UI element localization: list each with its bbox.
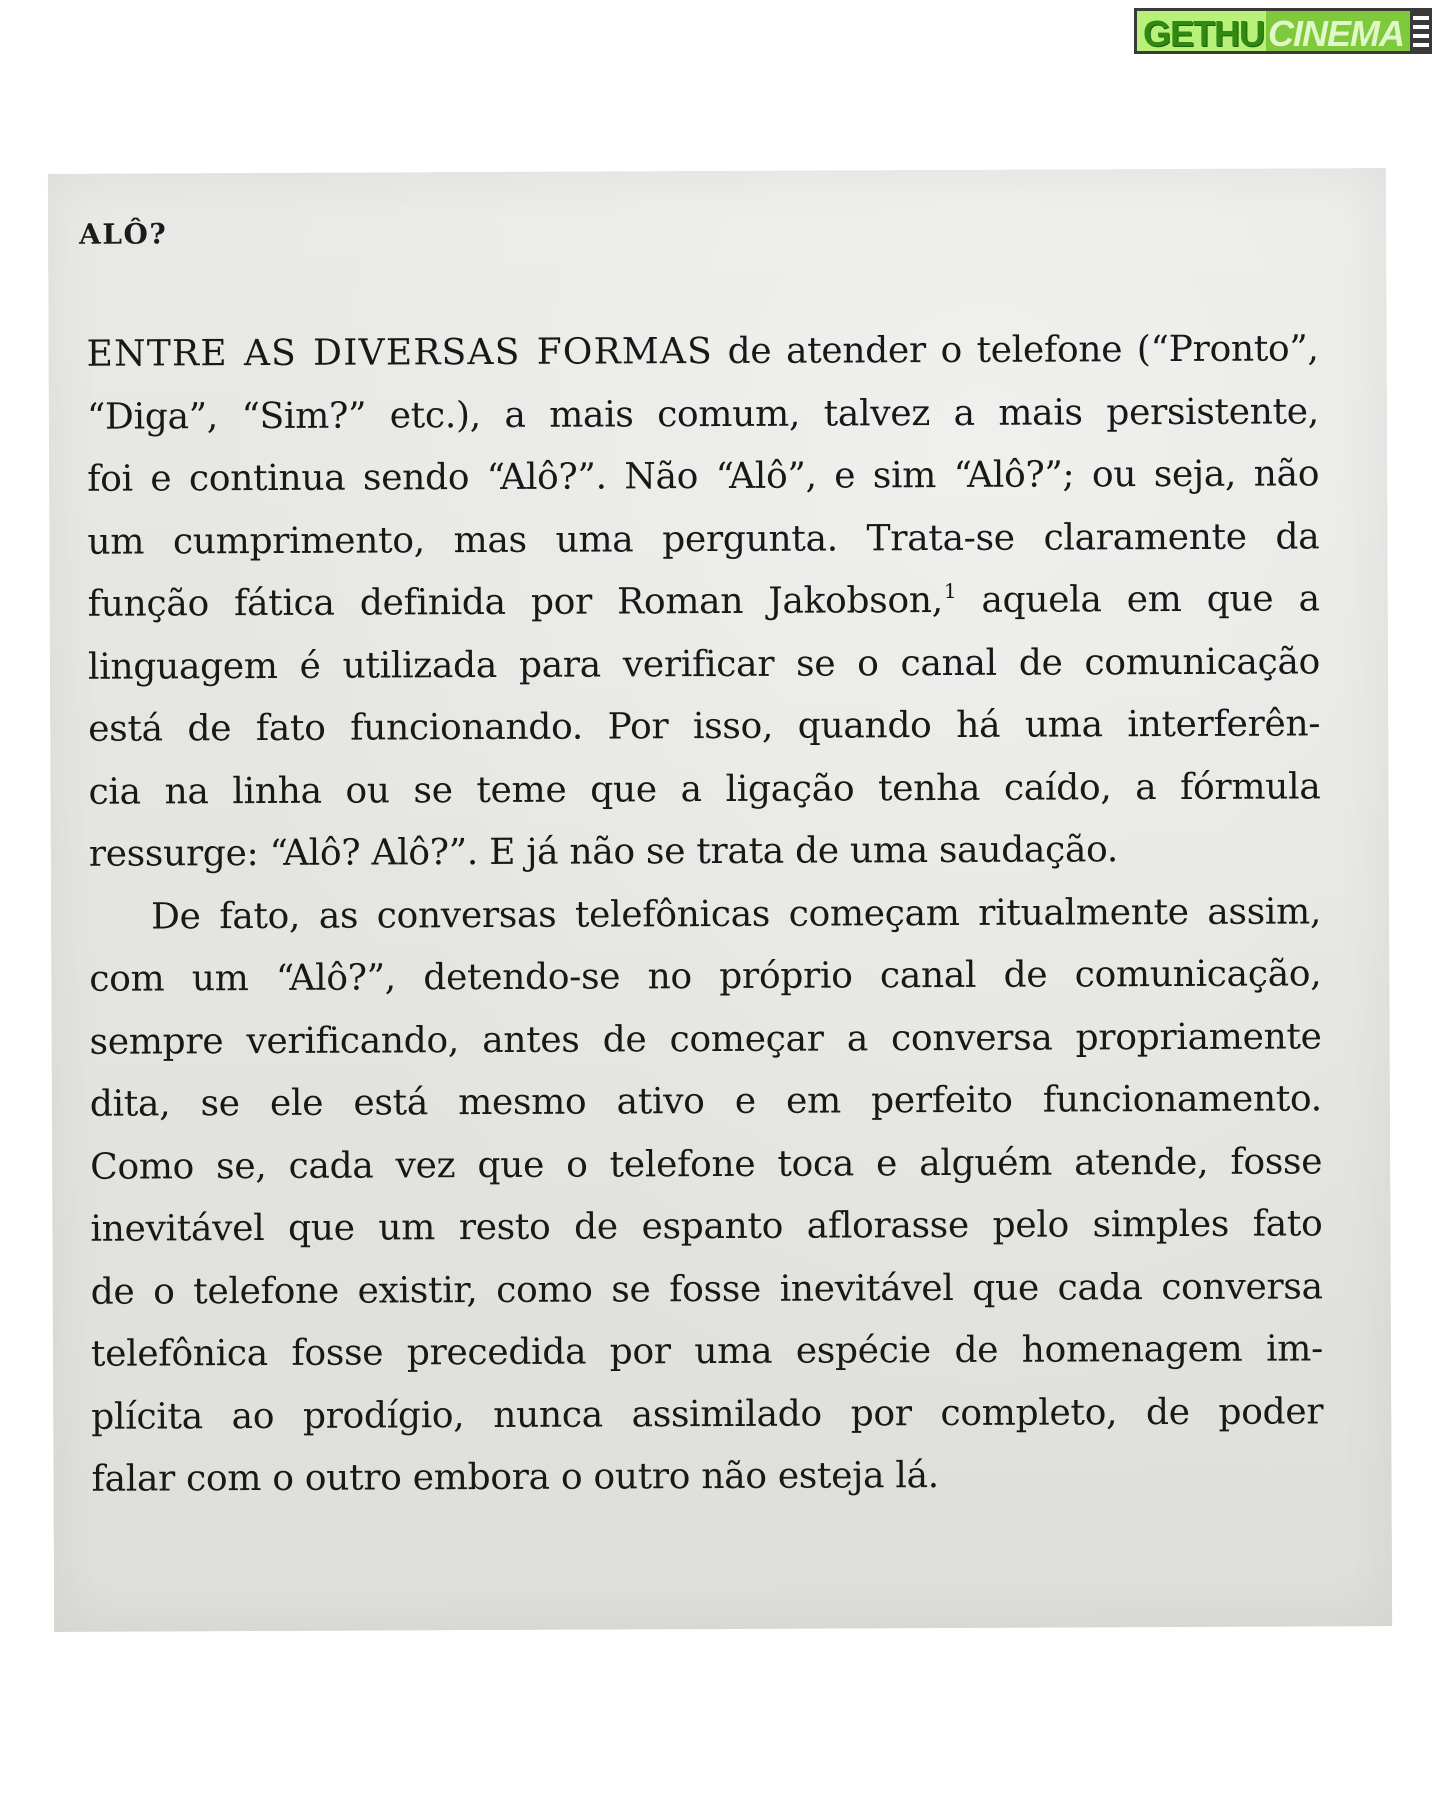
text-line: De fato, as conversas telefônicas começam ritualmente assim, xyxy=(150,890,1322,937)
lead-in-smallcaps: ENTRE AS DIVERSAS FORMAS xyxy=(86,331,714,375)
text-line-content: função fática definida por Roman Jakobson, xyxy=(87,580,943,625)
film-strip-icon xyxy=(1413,8,1432,54)
text-line: ressurge: “Alô? Alô?”. E já não se trata de uma saudação. xyxy=(88,829,1119,875)
footnote-marker: 1 xyxy=(943,578,957,604)
text-line: dita, se ele está mesmo ativo e em perfeito funcionamento. xyxy=(89,1078,1322,1125)
text-line: cia na linha ou se teme que a ligação tenha caído, a fórmula xyxy=(88,765,1321,813)
text-line: sempre verificando, antes de começar a conversa propriamente xyxy=(89,1015,1322,1063)
text-line: Como se, cada vez que o telefone toca e alguém atende, fosse xyxy=(90,1140,1323,1188)
text-line: telefônica fosse precedida por uma espécie de homenagem im- xyxy=(90,1328,1324,1375)
text-line: está de fato funcionando. Por isso, quando há uma interferên- xyxy=(88,703,1321,750)
book-page xyxy=(48,168,1392,1632)
text-line-content: de atender o telefone (“Pronto”, xyxy=(712,328,1319,373)
text-line-content: aquela em que a xyxy=(956,578,1320,621)
text-line: foi e continua sendo “Alô?”. Não “Alô”, e sim “Alô?”; ou seja, não xyxy=(87,453,1320,500)
watermark-logo xyxy=(1134,8,1432,54)
text-line: falar com o outro embora o outro não esteja lá. xyxy=(91,1455,939,1500)
text-line: inevitável que um resto de espanto aflorasse pelo simples fato xyxy=(90,1203,1323,1250)
body-text xyxy=(86,318,1323,1511)
text-line xyxy=(88,568,1320,636)
text-line: com um “Alô?”, detendo-se no próprio canal de comunicação, xyxy=(89,953,1322,1000)
watermark-logo-text-2: CINEMA xyxy=(1266,8,1413,54)
text-line: plícita ao prodígio, nunca assimilado por completo, de poder xyxy=(91,1390,1324,1438)
text-line: um cumprimento, mas uma pergunta. Trata-se claramente da xyxy=(87,515,1320,563)
watermark-logo-text-1: GETHU xyxy=(1134,8,1266,54)
text-line: linguagem é utilizada para verificar se o canal de comunicação xyxy=(87,640,1321,688)
chapter-title: ALÔ? xyxy=(79,217,168,251)
text-line: “Diga”, “Sim?” etc.), a mais comum, talvez a mais persistente, xyxy=(86,390,1319,438)
text-line: de o telefone existir, como se fosse inevitável que cada conversa xyxy=(90,1265,1323,1313)
text-line xyxy=(86,318,1318,386)
